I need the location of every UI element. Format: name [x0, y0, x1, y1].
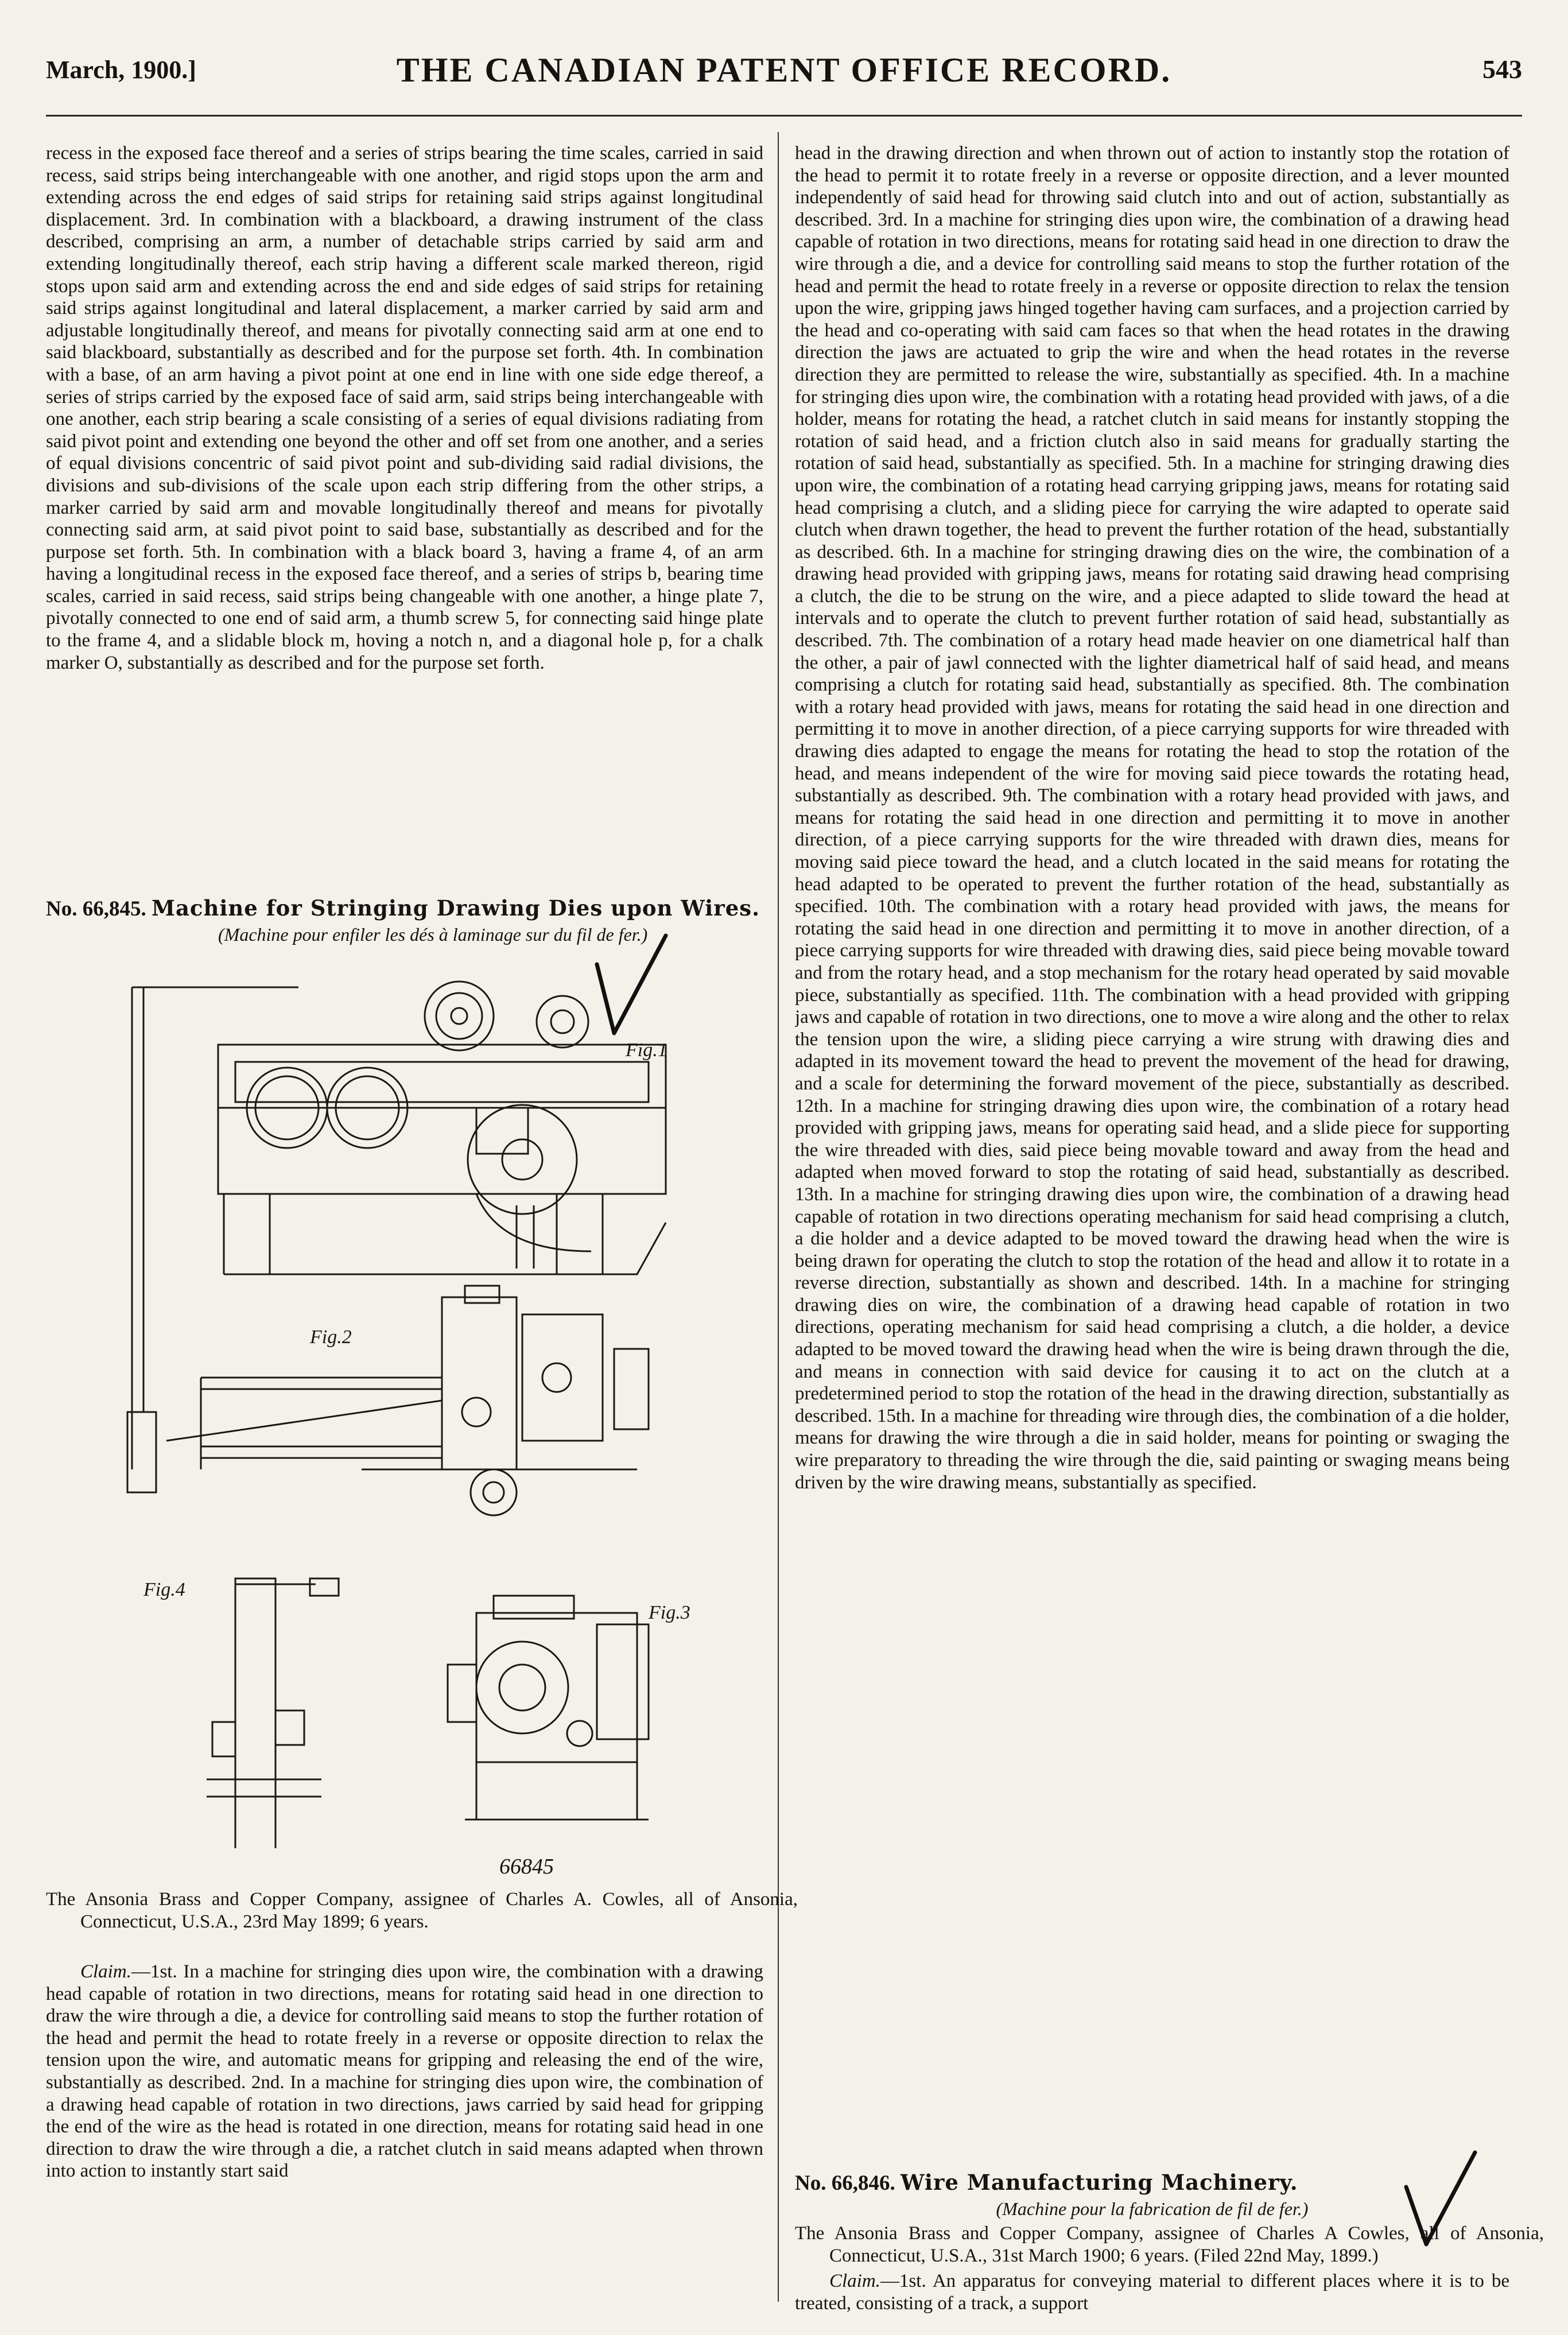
patent-66846-french-title: (Machine pour la fabrication de fil de fer.) — [996, 2198, 1309, 2219]
page-header — [46, 51, 1522, 108]
page-number: 543 — [1482, 55, 1522, 84]
patent-66846-number: No. 66,846. — [795, 2171, 895, 2195]
continued-claims-text-right: head in the drawing direction and when thrown out of action to instantly stop the rotation of the head to permit it to rotate freely in a reverse or opposite direction, and a lever mounted independently of said head for throwing said clutch into and out of action, substantially as described. 3rd. In a machine for stringing dies upon wire, the combination of a drawing head capable of rotation in two directions, means for rotating said head in one direction to draw the wire through a die, and a device for controlling said means to stop the further rotation of the head and permit the head to rotate freely in a reverse or opposite direction to relax the tension upon the wire, gripping jaws hinged together having cam surfaces, and a projection carried by the head and co-operating with said cam faces so that when the head rotates in the drawing direction the jaws are actuated to grip the wire and when the head rotates in the reverse direction they are permitted to release the wire, substantially as specified. 4th. In a machine for stringing dies upon wire, the combination with a rotating head provided with jaws, of a die holder, means for rotating the head, a ratchet clutch in said means for instantly stopping the rotation of said head, and a friction clutch also in said means for gradually starting the rotation of said head, substantially as specified. 5th. In a machine for stringing drawing dies upon wire, the combination of a rotating head carrying gripping jaws, means for rotating said head comprising a clutch, and a sliding piece for carrying the wire adapted to operate said clutch when drawn together, the head to prevent the further rotation of the head, substantially as described. 6th. In a machine for stringing drawing dies on the wire, the combination of a drawing head provided with gripping jaws, means for rotating said drawing head comprising a clutch, the die to be strung on the wire, and a piece adapted to slide toward the head at intervals and to operate the clutch to prevent further rotation of said head, substantially as described. 7th. The combination of a rotary head made heavier on one diametrical half than the other, a pair of jawl connected with the lighter diametrical half of said head, and means comprising a clutch for rotating said head, substantially as specified. 8th. The combination with a rotary head provided with jaws, means for rotating the said head in one direction and permitting it to move in another direction, of a piece carrying supports for wire threaded with drawing dies adapted to engage the means for rotating the head to stop the rotation of the head, and means independent of the wire for moving said piece towards the rotating head, substantially as described. 9th. The combination with a rotary head provided with jaws, and means for rotating the said head in one direction and permitting it to move in another direction, of a piece carrying supports for the wire threaded with drawn dies, means for moving said piece toward the head, and a clutch located in the said means for rotating the head adapted to be operated to prevent the further rotation of the head, substantially as specified. 10th. The combination with a rotary head provided with jaws, the means for rotating the said head in one direction and permitting it to move in another direction, of a piece carrying supports for wire threaded with drawing dies, said piece being movable toward and from the rotary head, and a stop mechanism for the rotary head operated by said movable piece, substantially as specified. 11th. The combination with a head provided with gripping jaws and capable of rotation in two directions, one to move a wire along and the other to relax the tension upon the wire, a sliding piece carrying a wire strung with drawing dies and adapted in its movement toward the head to prevent the movement of the head for drawing, and a scale for determining the forward movement of the piece, substantially as described. 12th. In a machine for stringing drawing dies upon wire, the combination of a rotary head provided with gripping jaws, means for operating said head, and a slide piece for supporting the wire threaded with dies, said piece being movable toward and away from the head and adapted when moved forward to stop the rotating of said head, substantially as described. 13th. In a machine for stringing drawing dies upon wire, the combination of a drawing head capable of rotation in two directions operating mechanism for said head comprising a clutch, a die holder and a device adapted to be moved toward the drawing head when the wire is being drawn for operating the clutch to stop the rotation of the head and allow it to rotate in a reverse direction, substantially as shown and described. 14th. In a machine for stringing drawing dies on wire, the combination of a drawing head capable of rotation in two directions, operating mechanism for said head comprising a clutch, a die holder, a device adapted to be moved toward the drawing head when the wire is being drawn through the die, and means in connection with said device for causing it to act on the clutch at a predetermined period to stop the rotation of the head in the drawing direction, substantially as described. 15th. In a machine for threading wire through dies, the combination of a die holder, means for drawing the wire through a die in said holder, means for pointing or swaging the wire preparatory to threading the wire through the die, said painting or swaging means being driven by the wire drawing means, substantially as specified. — [795, 143, 1509, 1493]
left-column-text — [46, 142, 763, 894]
patent-66846-assignee: The Ansonia Brass and Copper Company, assignee of Charles A Cowles, all of Ansonia, Connecticut, U.S.A., 31st March 1900; 6 years. (Filed 22nd May, 1899.) — [795, 2223, 1544, 2266]
claim-text: —1st. In a machine for stringing dies upon wire, the combination with a drawing head capable of rotation in two directions, means for rotating said head in one direction to draw the wire through a die, a device for controlling said means to stop the further rotation of the head and permit the head to rotate freely in a reverse or opposite direction to relax the tension upon the wire, and automatic means for gripping and releasing the end of the wire, substantially as described. 2nd. In a machine for stringing dies upon wire, the combination of a drawing head capable of rotation in two directions, jaws carried by said head for gripping the end of the wire as the head is rotated in one direction, means for rotating said head in one direction to draw the wire through a die, a ratchet clutch in said means adapted when thrown into action to instantly start said — [46, 1961, 763, 2182]
continued-claims-text: recess in the exposed face thereof and a series of strips bearing the time scales, carried in said recess, said strips being interchangeable with one another, and rigid stops upon the arm and extending across the end edges of said strips for retaining said strips against longitudinal displacement. 3rd. In combination with a blackboard, a drawing instrument of the class described, comprising an arm, a number of detachable strips carried by said arm and extending longitudinally thereof, each strip having a different scale marked thereon, rigid stops upon said arm and extending across the end and side edges of said strips for retaining said strips against longitudinal and lateral displacement, a marker carried by said arm and adjustable longitudinally thereof, and means for pivotally connecting said arm at one end to said blackboard, substantially as described and for the purpose set forth. 4th. In combination with a base, of an arm having a pivot point at one end in line with one side edge thereof, a series of strips carried by the exposed face of said arm, said strips being interchangeable with one another, each strip bearing a scale consisting of a series of equal divisions radiating from said pivot point and extending one beyond the other and off set from one another, and a series of equal divisions concentric of said pivot point and sub-dividing said radial divisions, the divisions and sub-divisions of the scale upon each strip differing from the other strips, a marker carried by said arm and movable longitudinally thereof and means for pivotally connecting said arm, at said pivot point to said base, substantially as described and for the purpose set forth. 5th. In combination with a black board 3, having a frame 4, of an arm having a longitudinal recess in the exposed face thereof, and a series of strips b, bearing time scales, carried in said recess, said strips being changeable with one another, a hinge plate 7, pivotally connected to one end of said arm, a thumb screw 5, for connecting said hinge plate to the frame 4, and a slidable block m, hoving a notch n, and a diagonal hole p, for a chalk marker O, substantially as described and for the purpose set forth. — [46, 143, 763, 673]
claim-text: —1st. An apparatus for conveying material to different places where it is to be treated, consisting of a track, a support — [795, 2271, 1509, 2314]
patent-66845-french-title: (Machine pour enfiler les dés à laminage sur du fil de fer.) — [218, 924, 648, 945]
patent-66845-title: Machine for Stringing Drawing Dies upon Wires. — [151, 895, 760, 921]
publication-title: THE CANADIAN PATENT OFFICE RECORD. — [396, 51, 1172, 89]
patent-66846-claims — [795, 2270, 1509, 2315]
claim-label: Claim. — [829, 2271, 880, 2291]
fig2-label: Fig.2 — [310, 1326, 352, 1348]
fig4-label: Fig.4 — [143, 1579, 185, 1600]
machine-figures-illustration — [121, 976, 694, 1848]
header-rule — [46, 115, 1522, 117]
fig3-label: Fig.3 — [649, 1602, 690, 1623]
patent-66845-heading — [46, 895, 763, 922]
figure-number: 66845 — [499, 1855, 554, 1879]
patent-66845-number: No. 66,845. — [46, 897, 146, 921]
issue-date: March, 1900.] — [46, 56, 196, 84]
column-divider — [778, 132, 779, 2302]
patent-66845-claims — [46, 1961, 763, 2305]
patent-66845-assignee: The Ansonia Brass and Copper Company, assignee of Charles A. Cowles, all of Ansonia, Connecticut, U.S.A., 23rd May 1899; 6 years. — [46, 1889, 798, 1932]
fig1-label: Fig.1 — [626, 1039, 667, 1061]
patent-66846-title: Wire Manufacturing Machinery. — [900, 2170, 1298, 2195]
claim-label: Claim. — [80, 1961, 131, 1982]
patent-drawing — [121, 976, 694, 1848]
right-column-text — [795, 142, 1509, 2151]
